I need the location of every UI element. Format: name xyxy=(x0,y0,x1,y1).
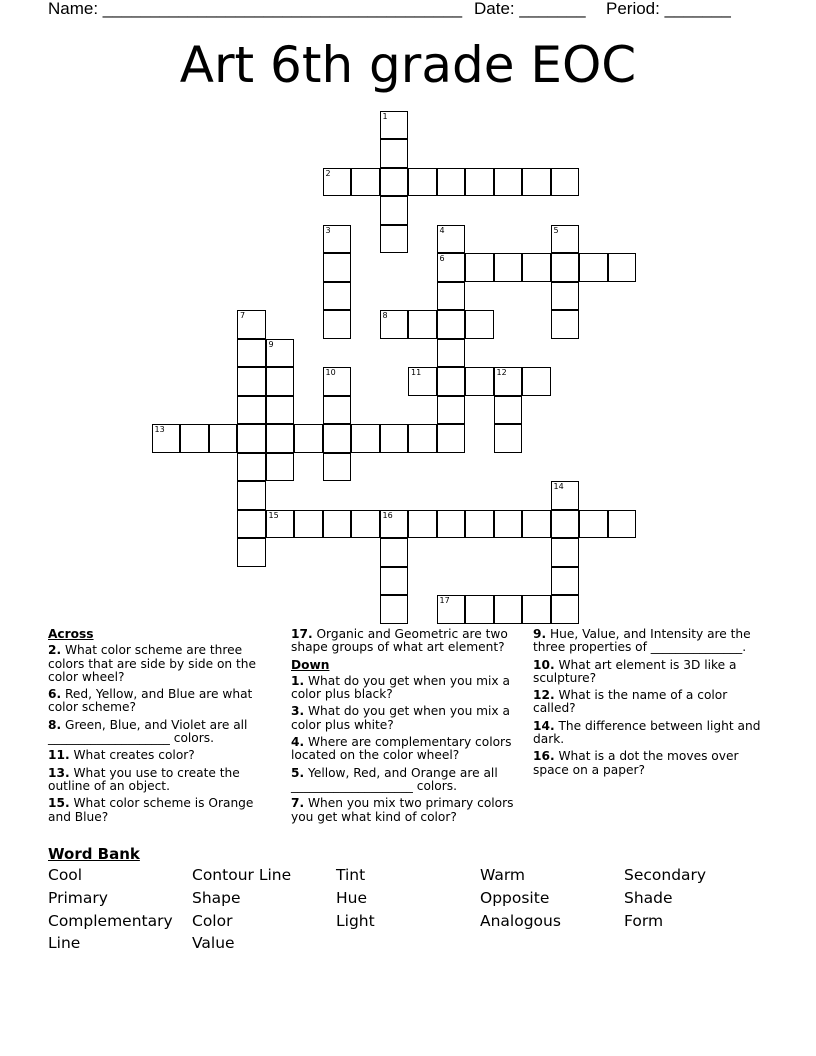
crossword-cell[interactable] xyxy=(494,396,523,425)
crossword-cell[interactable] xyxy=(465,595,494,624)
across-clue-list xyxy=(48,644,278,824)
word-bank-item: Value xyxy=(192,934,235,953)
crossword-cell[interactable] xyxy=(437,510,466,539)
crossword-cell[interactable] xyxy=(494,510,523,539)
crossword-cell[interactable] xyxy=(522,253,551,282)
date-field[interactable]: Date: _______ xyxy=(474,0,586,18)
across-clue-list-cont xyxy=(291,628,523,655)
crossword-cell[interactable] xyxy=(494,595,523,624)
crossword-cell[interactable] xyxy=(408,168,437,197)
clue-number: 7. xyxy=(291,796,305,811)
word-bank-item: Warm xyxy=(480,866,526,884)
crossword-cell[interactable] xyxy=(437,310,466,339)
crossword-cell[interactable] xyxy=(323,453,352,482)
clue-number: 16. xyxy=(533,749,555,764)
down-clue xyxy=(291,736,523,763)
clue-text: Green, Blue, and Violet are all ____________________ colors. xyxy=(48,717,248,746)
clue-text: When you mix two primary colors you get what kind of color? xyxy=(291,796,514,824)
word-bank-item: Opposite xyxy=(480,888,550,907)
crossword-cell[interactable] xyxy=(608,510,637,539)
clue-number: 3. xyxy=(291,704,305,719)
word-bank-item: Line xyxy=(48,934,81,953)
crossword-cell[interactable] xyxy=(380,310,409,339)
crossword-cell[interactable] xyxy=(522,595,551,624)
crossword-cell[interactable] xyxy=(180,424,209,453)
crossword-cell[interactable] xyxy=(551,567,580,596)
crossword-cell[interactable] xyxy=(323,168,352,197)
across-clue xyxy=(48,644,278,684)
crossword-cell[interactable] xyxy=(380,111,409,140)
crossword-cell[interactable] xyxy=(152,424,181,453)
across-clue xyxy=(48,749,278,762)
crossword-cell[interactable] xyxy=(237,481,266,510)
clue-number: 17. xyxy=(291,627,313,641)
word-bank-item: Light xyxy=(336,911,375,930)
crossword-cell[interactable] xyxy=(294,424,323,453)
crossword-cell[interactable] xyxy=(380,424,409,453)
crossword-cell[interactable] xyxy=(408,367,437,396)
clue-text: What color scheme is Orange and Blue? xyxy=(48,796,254,824)
page-title: Art 6th grade EOC xyxy=(179,36,637,94)
clue-number: 8. xyxy=(48,717,62,732)
across-clue xyxy=(48,797,278,824)
crossword-cell[interactable] xyxy=(437,253,466,282)
clue-number: 11 xyxy=(411,368,422,377)
word-bank-item: Form xyxy=(624,911,664,930)
crossword-cell[interactable] xyxy=(323,310,352,339)
clue-text: Red, Yellow, and Blue are what color scheme? xyxy=(48,687,253,715)
crossword-cell[interactable] xyxy=(437,367,466,396)
word-bank xyxy=(48,866,768,957)
crossword-cell[interactable] xyxy=(437,396,466,425)
word-bank-item: Hue xyxy=(336,888,368,907)
crossword-cell[interactable] xyxy=(579,253,608,282)
crossword-cell[interactable] xyxy=(551,510,580,539)
crossword-cell[interactable] xyxy=(237,396,266,425)
crossword-cell[interactable] xyxy=(437,225,466,254)
word-bank-item: Secondary xyxy=(624,866,707,884)
clue-number: 10. xyxy=(533,657,555,672)
down-clue xyxy=(291,767,523,794)
clue-text: What is the name of a color called? xyxy=(533,688,728,716)
word-bank-item: Color xyxy=(192,911,233,930)
clue-number: 16 xyxy=(382,510,393,520)
crossword-cell[interactable] xyxy=(437,168,466,197)
word-bank-item: Shape xyxy=(192,888,241,907)
crossword-cell[interactable] xyxy=(237,424,266,453)
crossword-cell[interactable] xyxy=(323,367,352,396)
crossword-cell[interactable] xyxy=(266,424,295,453)
clue-number: 5 xyxy=(553,225,559,235)
across-clue xyxy=(48,719,278,746)
clue-number: 9 xyxy=(268,339,274,349)
word-bank-item: Analogous xyxy=(480,911,561,930)
crossword-cell[interactable] xyxy=(209,424,238,453)
crossword-cell[interactable] xyxy=(408,424,437,453)
crossword-cell[interactable] xyxy=(522,367,551,396)
across-clue xyxy=(48,688,278,715)
clue-number: 17 xyxy=(439,596,450,605)
crossword-cell[interactable] xyxy=(323,424,352,453)
name-field[interactable]: Name: ______________________________________ xyxy=(48,0,463,18)
clue-text: Hue, Value, and Intensity are the three properties of _______________. xyxy=(533,627,751,655)
crossword-cell[interactable] xyxy=(323,225,352,254)
crossword-cell[interactable] xyxy=(323,282,352,311)
word-bank-item: Complementary xyxy=(48,911,173,930)
crossword-cell[interactable] xyxy=(380,225,409,254)
crossword-cell[interactable] xyxy=(323,396,352,425)
word-bank-item: Tint xyxy=(336,866,366,884)
word-bank-title: Word Bank xyxy=(48,845,140,863)
crossword-cell[interactable] xyxy=(494,367,523,396)
clue-number: 2. xyxy=(48,643,62,658)
clue-number: 14. xyxy=(533,718,555,733)
crossword-cell[interactable] xyxy=(380,139,409,168)
crossword-cell[interactable] xyxy=(551,282,580,311)
clues-column-2 xyxy=(291,628,523,828)
clue-number: 10 xyxy=(325,368,336,377)
crossword-cell[interactable] xyxy=(494,253,523,282)
clue-text: What art element is 3D like a sculpture? xyxy=(533,657,737,685)
clue-number: 6 xyxy=(439,254,445,263)
clue-number: 7 xyxy=(240,311,246,320)
clue-number: 14 xyxy=(553,482,564,491)
crossword-cell[interactable] xyxy=(266,453,295,482)
clue-text: What do you get when you mix a color plus black? xyxy=(291,673,510,702)
period-field[interactable]: Period: _______ xyxy=(606,0,731,18)
crossword-cell[interactable] xyxy=(551,538,580,567)
word-bank-item: Primary xyxy=(48,888,108,907)
crossword-cell[interactable] xyxy=(380,567,409,596)
down-clue xyxy=(291,705,523,732)
crossword-cell[interactable] xyxy=(408,310,437,339)
across-clue xyxy=(48,767,278,794)
crossword-cell[interactable] xyxy=(465,367,494,396)
down-clue xyxy=(533,659,768,686)
clue-number: 3 xyxy=(325,225,331,235)
crossword-cell[interactable] xyxy=(323,510,352,539)
crossword-cell[interactable] xyxy=(551,595,580,624)
clues-column-3 xyxy=(533,628,768,781)
down-clue xyxy=(291,797,523,824)
clue-number: 13 xyxy=(154,425,165,434)
down-clue xyxy=(533,689,768,716)
crossword-cell[interactable] xyxy=(351,168,380,197)
crossword-cell[interactable] xyxy=(437,595,466,624)
clue-number: 15 xyxy=(268,510,279,520)
crossword-cell[interactable] xyxy=(351,510,380,539)
down-clue xyxy=(533,720,768,747)
crossword-cell[interactable] xyxy=(380,196,409,225)
crossword-cell[interactable] xyxy=(465,510,494,539)
crossword-cell[interactable] xyxy=(266,396,295,425)
word-bank-item: Cool xyxy=(48,866,83,884)
down-clue xyxy=(533,750,768,777)
crossword-cell[interactable] xyxy=(237,367,266,396)
crossword-cell[interactable] xyxy=(465,168,494,197)
clue-number: 5. xyxy=(291,765,305,780)
clue-number: 11. xyxy=(48,748,70,763)
down-clue xyxy=(533,628,768,655)
clue-text: What creates color? xyxy=(69,748,195,763)
crossword-cell[interactable] xyxy=(266,367,295,396)
crossword-cell[interactable] xyxy=(266,339,295,368)
down-clue xyxy=(291,675,523,702)
crossword-cell[interactable] xyxy=(237,453,266,482)
clue-number: 13. xyxy=(48,765,70,780)
crossword-cell[interactable] xyxy=(579,510,608,539)
crossword-cell[interactable] xyxy=(294,510,323,539)
down-heading: Down xyxy=(291,657,330,672)
down-clue-list-cont xyxy=(533,628,768,777)
clue-text: What you use to create the outline of an object. xyxy=(48,765,240,793)
clue-text: What is a dot the moves over space on a paper? xyxy=(533,749,739,777)
crossword-cell[interactable] xyxy=(522,510,551,539)
clue-number: 1. xyxy=(291,673,305,688)
crossword-cell[interactable] xyxy=(551,253,580,282)
clue-text: Yellow, Red, and Orange are all ____________________ colors. xyxy=(291,765,498,793)
clue-number: 4 xyxy=(439,225,445,235)
clue-number: 12 xyxy=(496,368,507,377)
crossword-cell[interactable] xyxy=(266,510,295,539)
crossword-cell[interactable] xyxy=(237,339,266,368)
crossword-cell[interactable] xyxy=(408,510,437,539)
clue-text: Where are complementary colors located on the color wheel? xyxy=(291,735,512,763)
crossword-cell[interactable] xyxy=(608,253,637,282)
word-bank-item: Contour Line xyxy=(192,866,292,884)
clue-number: 15. xyxy=(48,796,70,811)
crossword-cell[interactable] xyxy=(551,225,580,254)
crossword-cell[interactable] xyxy=(465,253,494,282)
crossword-cell[interactable] xyxy=(437,339,466,368)
crossword-cell[interactable] xyxy=(351,424,380,453)
clue-text: The difference between light and dark. xyxy=(533,718,761,747)
crossword-cell[interactable] xyxy=(323,253,352,282)
clue-number: 1 xyxy=(382,111,388,121)
crossword-cell[interactable] xyxy=(551,168,580,197)
across-heading: Across xyxy=(48,627,94,641)
crossword-cell[interactable] xyxy=(380,510,409,539)
crossword-cell[interactable] xyxy=(551,310,580,339)
crossword-cell[interactable] xyxy=(237,510,266,539)
crossword-cell[interactable] xyxy=(437,282,466,311)
clue-text: What color scheme are three colors that are side by side on the color wheel? xyxy=(48,643,257,684)
across-clue xyxy=(291,628,523,655)
crossword-cell[interactable] xyxy=(465,310,494,339)
crossword-cell[interactable] xyxy=(551,481,580,510)
crossword-cell[interactable] xyxy=(494,168,523,197)
crossword-cell[interactable] xyxy=(380,595,409,624)
crossword-cell[interactable] xyxy=(437,424,466,453)
clue-text: Organic and Geometric are two shape groups of what art element? xyxy=(291,627,508,655)
clue-number: 12. xyxy=(533,688,555,703)
clue-number: 4. xyxy=(291,735,305,750)
crossword-cell[interactable] xyxy=(380,168,409,197)
crossword-cell[interactable] xyxy=(237,538,266,567)
clue-text: What do you get when you mix a color plus white? xyxy=(291,704,510,732)
clue-number: 9. xyxy=(533,627,547,641)
clue-number: 8 xyxy=(382,311,388,320)
crossword-cell[interactable] xyxy=(380,538,409,567)
down-clue-list xyxy=(291,675,523,824)
crossword-cell[interactable] xyxy=(522,168,551,197)
clues-column-1 xyxy=(48,628,278,828)
crossword-cell[interactable] xyxy=(237,310,266,339)
clue-number: 6. xyxy=(48,687,62,702)
crossword-cell[interactable] xyxy=(494,424,523,453)
clue-number: 2 xyxy=(325,168,331,178)
word-bank-item: Shade xyxy=(624,888,673,907)
